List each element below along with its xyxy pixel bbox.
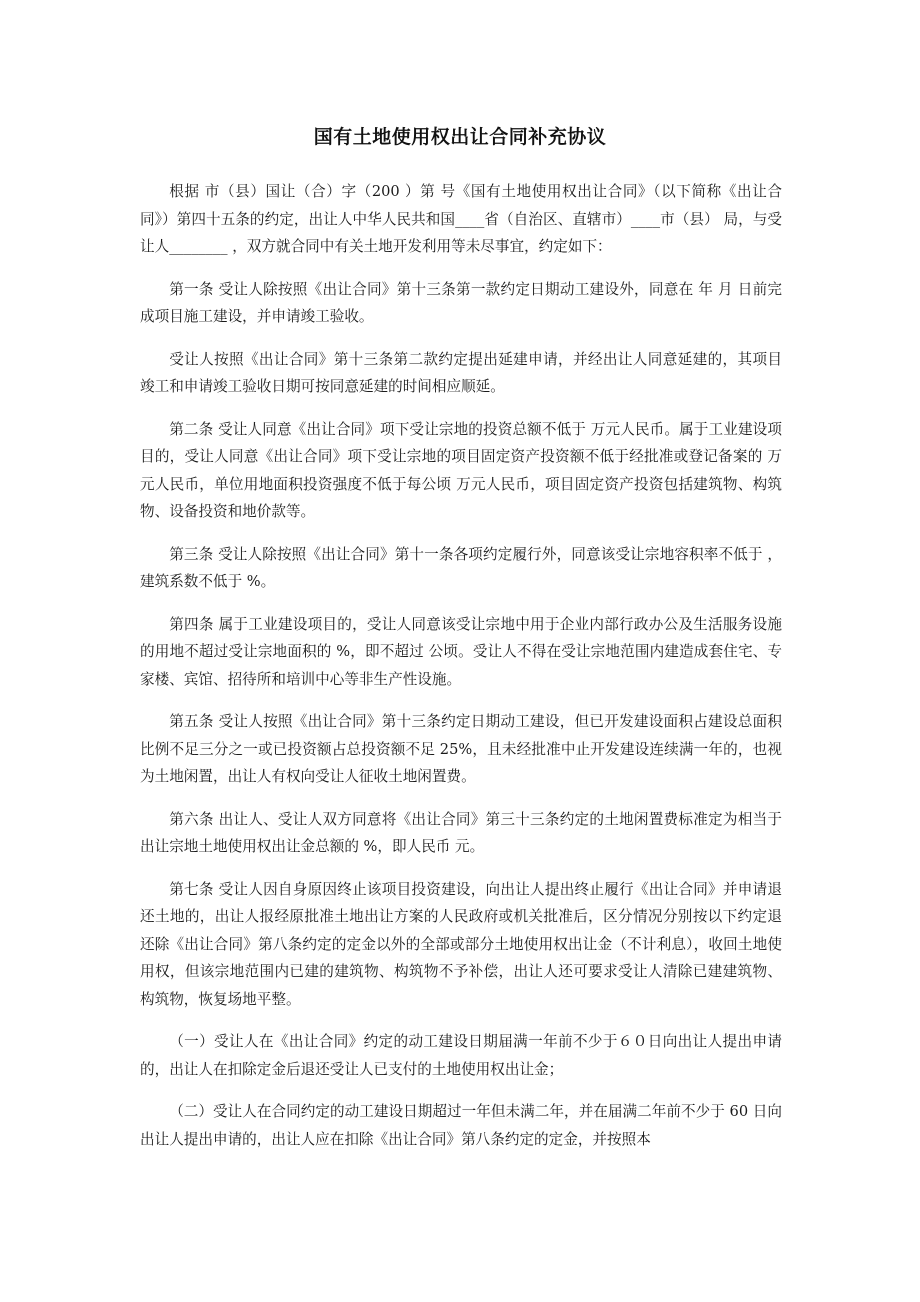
article-6-paragraph: 第六条 出让人、受让人双方同意将《出让合同》第三十三条约定的土地闲置费标准定为相当于出让宗地土地使用权出让金总额的 %，即人民币 元。: [140, 810, 782, 855]
document-body: [140, 178, 782, 1168]
article-2-paragraph: 第二条 受让人同意《出让合同》项下受让宗地的投资总额不低于 万元人民币。属于工业建设项目的，受让人同意《出让合同》项下受让宗地的项目固定资产投资额不低于经批准或登记备案的 万元人民币，单位用地面积投资强度不低于每公顷 万元人民币，项目固定资产投资包括建筑物、构筑物、设备投资和地价款等。: [140, 420, 782, 520]
article-7-item-1-paragraph: （一）受让人在《出让合同》约定的动工建设日期届满一年前不少于６０日向出让人提出申请的，出让人在扣除定金后退还受让人已支付的土地使用权出让金；: [140, 1033, 782, 1078]
article-1-extension-paragraph: 受让人按照《出让合同》第十三条第二款约定提出延建申请，并经出让人同意延建的，其项目竣工和申请竣工验收日期可按同意延建的时间相应顺延。: [140, 350, 782, 395]
article-7-item-2-paragraph: （二）受让人在合同约定的动工建设日期超过一年但未满二年，并在届满二年前不少于 60 日向出让人提出申请的，出让人应在扣除《出让合同》第八条约定的定金，并按照本: [140, 1103, 782, 1148]
article-5-paragraph: 第五条 受让人按照《出让合同》第十三条约定日期动工建设，但已开发建设面积占建设总面积比例不足三分之一或已投资额占总投资额不足 25%，且未经批准中止开发建设连续满一年的，也视为土地闲置，出让人有权向受让人征收土地闲置费。: [140, 713, 782, 785]
document-title: 国有土地使用权出让合同补充协议: [313, 126, 607, 148]
article-7-paragraph: 第七条 受让人因自身原因终止该项目投资建设，向出让人提出终止履行《出让合同》并申请退还土地的，出让人报经原批准土地出让方案的人民政府或机关批准后，区分情况分别按以下约定退还除《出让合同》第八条约定的定金以外的全部或部分土地使用权出让金（不计利息），收回土地使用权，但该宗地范围内已建的建筑物、构筑物不予补偿，出让人还可要求受让人清除已建建筑物、构筑物，恢复场地平整。: [140, 880, 782, 1008]
preamble-paragraph: 根据 市（县）国让（合）字（200 ）第 号《国有土地使用权出让合同》（以下简称《出让合同》）第四十五条的约定，出让人中华人民共和国____省（自治区、直辖市）____市（县） 局，与受让人________ ，双方就合同中有关土地开发利用等未尽事宜，约定如下：: [140, 183, 782, 255]
article-3-paragraph: 第三条 受让人除按照《出让合同》第十一条各项约定履行外，同意该受让宗地容积率不低于 ，建筑系数不低于 %。: [140, 545, 782, 590]
article-4-paragraph: 第四条 属于工业建设项目的，受让人同意该受让宗地中用于企业内部行政办公及生活服务设施的用地不超过受让宗地面积的 %，即不超过 公顷。受让人不得在受让宗地范围内建造成套住宅、专家楼、宾馆、招待所和培训中心等非生产性设施。: [140, 615, 782, 688]
article-1-paragraph: 第一条 受让人除按照《出让合同》第十三条第一款约定日期动工建设外，同意在 年 月 日前完成项目施工建设，并申请竣工验收。: [140, 280, 782, 325]
